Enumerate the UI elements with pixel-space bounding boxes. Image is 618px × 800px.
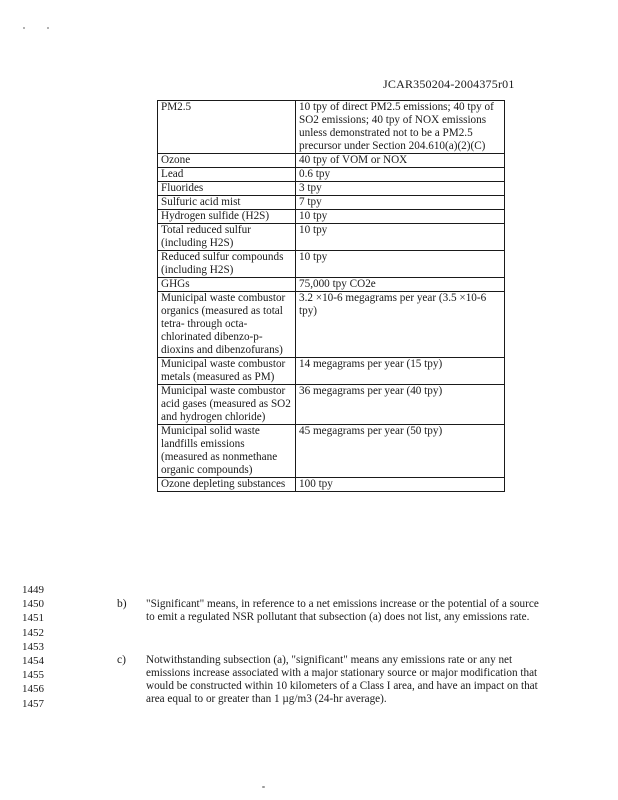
pollutant-cell: Municipal waste combustor organics (measured as total tetra- through octa-chlorinated dibenzo-p-dioxins and dibenzofurans) <box>158 292 296 358</box>
pollutant-cell: Total reduced sulfur (including H2S) <box>158 224 296 251</box>
scan-speck <box>23 27 25 29</box>
threshold-cell: 0.6 tpy <box>296 168 505 182</box>
table-row <box>158 278 505 292</box>
document-id: JCAR350204-2004375r01 <box>383 77 515 91</box>
table-row <box>158 358 505 385</box>
pollutant-cell: Municipal waste combustor metals (measured as PM) <box>158 358 296 385</box>
table-row <box>158 224 505 251</box>
pollutant-cell: GHGs <box>158 278 296 292</box>
scan-speck <box>47 27 49 29</box>
threshold-cell: 3.2 ×10-6 megagrams per year (3.5 ×10-6 tpy) <box>296 292 505 358</box>
scan-speck <box>262 786 265 788</box>
threshold-cell: 3 tpy <box>296 182 505 196</box>
threshold-cell: 100 tpy <box>296 478 505 492</box>
threshold-cell: 10 tpy <box>296 224 505 251</box>
threshold-table <box>157 100 505 492</box>
paragraph-c: Notwithstanding subsection (a), "significant" means any emissions rate or any net emissions increase associated with a major stationary source or major modification that would be constructed within 10 kilometers of a Class I area, and have an impact on that area equal to or greater than 1 µg/m3 (24-hr average). <box>146 654 538 705</box>
pollutant-cell: PM2.5 <box>158 101 296 154</box>
threshold-cell: 10 tpy of direct PM2.5 emissions; 40 tpy of SO2 emissions; 40 tpy of NOX emissions unless demonstrated not to be a PM2.5 precursor under Section 204.610(a)(2)(C) <box>296 101 505 154</box>
paragraph-label-b: b) <box>117 598 127 610</box>
line-number: 1455 <box>22 669 44 682</box>
table-row <box>158 478 505 492</box>
threshold-cell: 75,000 tpy CO2e <box>296 278 505 292</box>
table-row <box>158 425 505 478</box>
pollutant-cell: Fluorides <box>158 182 296 196</box>
table-row <box>158 385 505 425</box>
threshold-cell: 10 tpy <box>296 210 505 224</box>
paragraph-label-c: c) <box>117 654 126 666</box>
pollutant-cell: Hydrogen sulfide (H2S) <box>158 210 296 224</box>
line-number: 1453 <box>22 640 44 653</box>
line-number: 1457 <box>22 697 44 710</box>
pollutant-cell: Sulfuric acid mist <box>158 196 296 210</box>
threshold-cell: 7 tpy <box>296 196 505 210</box>
line-number: 1450 <box>22 598 44 611</box>
paragraph-b: "Significant" means, in reference to a net emissions increase or the potential of a source to emit a regulated NSR pollutant that subsection (a) does not list, any emissions rate. <box>146 598 539 623</box>
threshold-cell: 45 megagrams per year (50 tpy) <box>296 425 505 478</box>
pollutant-cell: Ozone <box>158 154 296 168</box>
threshold-cell: 14 megagrams per year (15 tpy) <box>296 358 505 385</box>
table-row <box>158 251 505 278</box>
line-number: 1454 <box>22 655 44 667</box>
line-number: 1452 <box>22 626 44 639</box>
table-row <box>158 292 505 358</box>
line-number: 1451 <box>22 612 44 625</box>
pollutant-cell: Reduced sulfur compounds (including H2S) <box>158 251 296 278</box>
table-row <box>158 196 505 210</box>
line-number: 1449 <box>22 584 44 596</box>
pollutant-cell: Ozone depleting substances <box>158 478 296 492</box>
table-row <box>158 210 505 224</box>
line-number: 1456 <box>22 683 44 696</box>
pollutant-cell: Municipal solid waste landfills emissions (measured as nonmethane organic compounds) <box>158 425 296 478</box>
table-row <box>158 154 505 168</box>
pollutant-cell: Municipal waste combustor acid gases (measured as SO2 and hydrogen chloride) <box>158 385 296 425</box>
threshold-cell: 10 tpy <box>296 251 505 278</box>
table-row <box>158 168 505 182</box>
threshold-cell: 36 megagrams per year (40 tpy) <box>296 385 505 425</box>
table-row <box>158 182 505 196</box>
pollutant-cell: Lead <box>158 168 296 182</box>
threshold-cell: 40 tpy of VOM or NOX <box>296 154 505 168</box>
table-row <box>158 101 505 154</box>
